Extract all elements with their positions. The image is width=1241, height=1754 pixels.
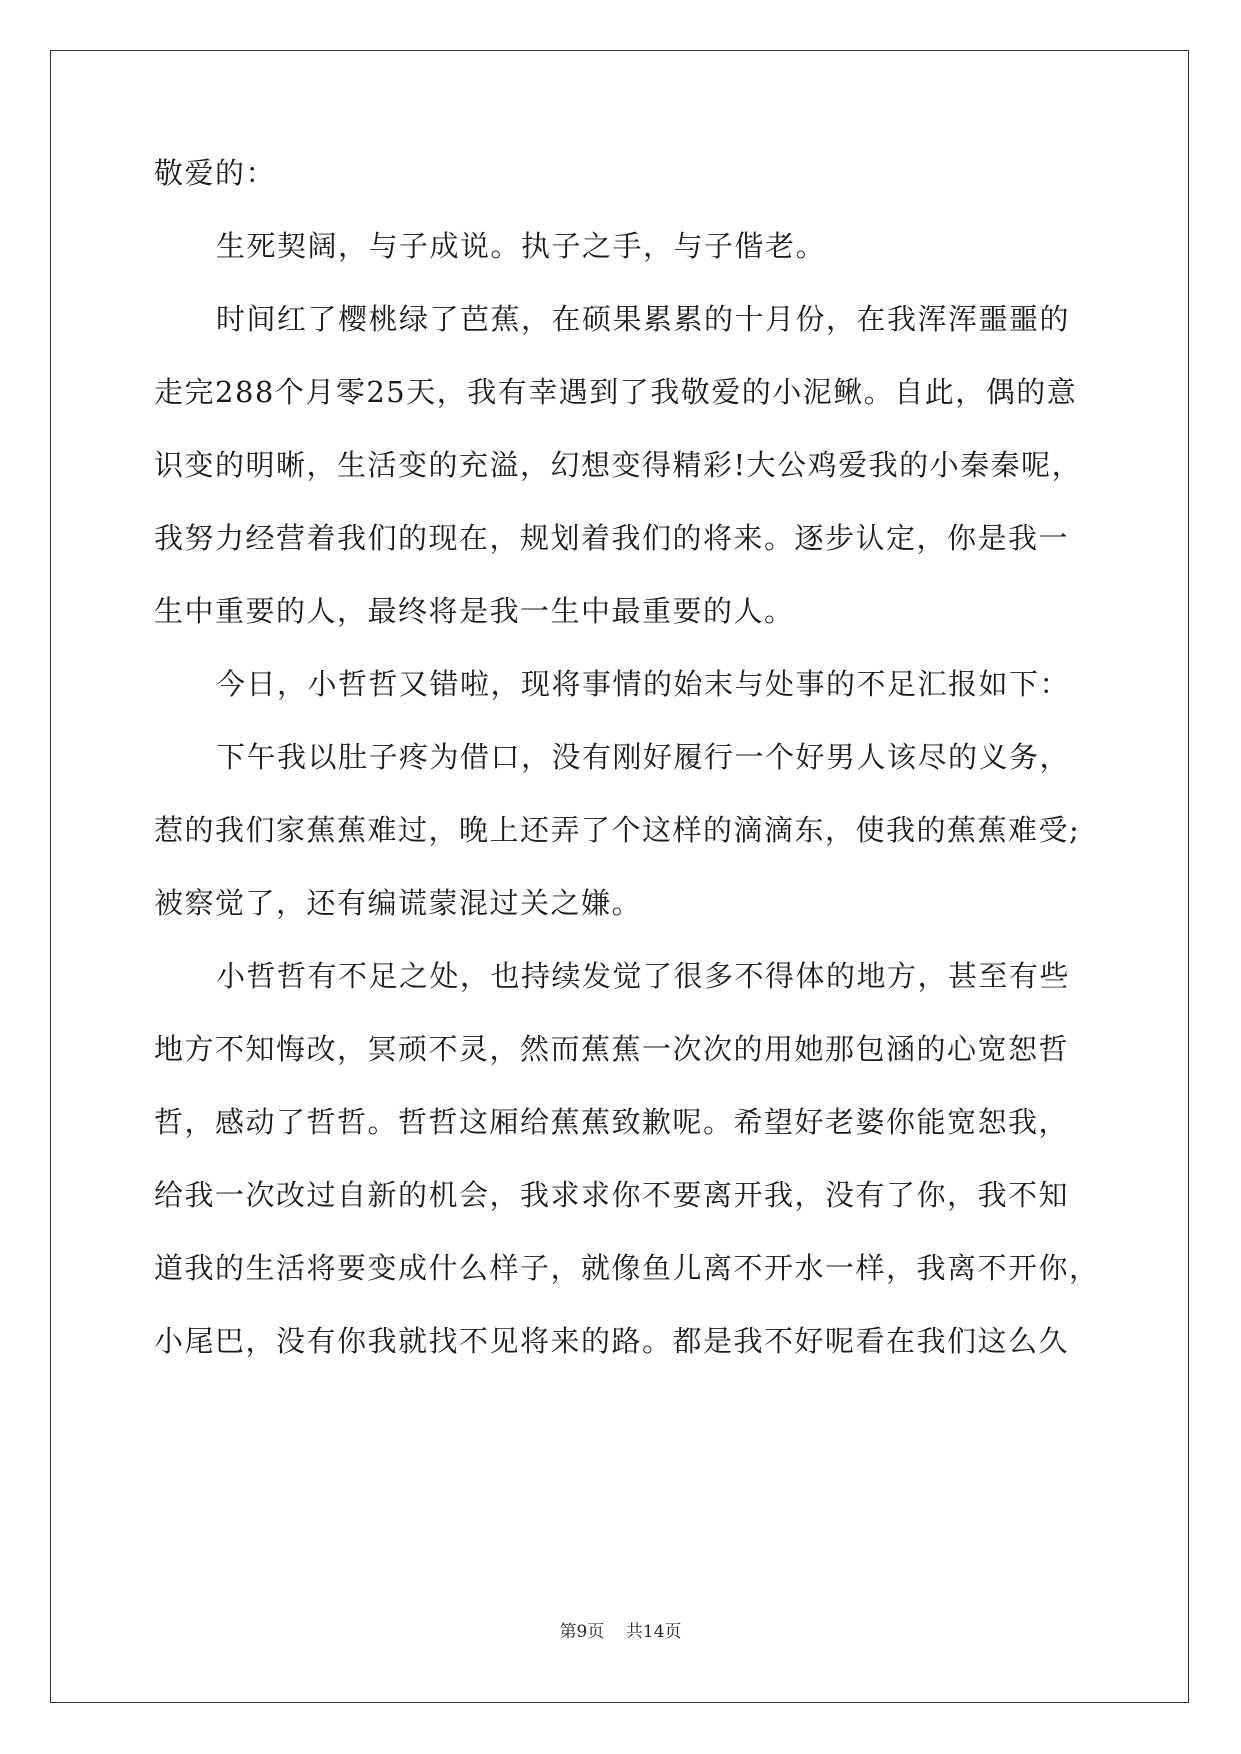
text-line: 今日，小哲哲又错啦，现将事情的始末与处事的不足汇报如下： <box>216 667 1071 701</box>
text-line: 被察觉了，还有编谎蒙混过关之嫌。 <box>154 886 643 920</box>
text-line: 哲，感动了哲哲。哲哲这厢给蕉蕉致歉呢。希望好老婆你能宽恕我， <box>154 1105 1070 1139</box>
text-line: 下午我以肚子疼为借口，没有刚好履行一个好男人该尽的义务， <box>216 740 1071 774</box>
page-border <box>50 50 1189 1703</box>
text-line: 小尾巴，没有你我就找不见将来的路。都是我不好呢看在我们这么久 <box>154 1324 1070 1358</box>
text-line: 我努力经营着我们的现在，规划着我们的将来。逐步认定，你是我一 <box>154 521 1070 555</box>
text-line: 生死契阔，与子成说。执子之手，与子偕老。 <box>216 229 827 263</box>
text-line: 识变的明晰，生活变的充溢，幻想变得精彩!大公鸡爱我的小秦秦呢， <box>154 448 1083 482</box>
text-line: 给我一次改过自新的机会，我求求你不要离开我，没有了你，我不知 <box>154 1178 1070 1212</box>
text-line: 生中重要的人，最终将是我一生中最重要的人。 <box>154 594 795 628</box>
text-line: 地方不知悔改，冥顽不灵，然而蕉蕉一次次的用她那包涵的心宽恕哲 <box>154 1032 1070 1066</box>
page-number: 第9页 <box>559 1622 605 1642</box>
text-line: 道我的生活将要变成什么样子，就像鱼儿离不开水一样，我离不开你， <box>154 1251 1100 1285</box>
text-line: 小哲哲有不足之处，也持续发觉了很多不得体的地方，甚至有些 <box>216 959 1071 993</box>
page-total: 共14页 <box>625 1622 682 1642</box>
text-line: 惹的我们家蕉蕉难过，晚上还弄了个这样的滴滴东，使我的蕉蕉难受; <box>154 813 1081 847</box>
text-line: 走完288个月零25天，我有幸遇到了我敬爱的小泥鳅。自此，偶的意 <box>154 375 1078 409</box>
page-footer <box>0 1620 1241 1644</box>
salutation-line: 敬爱的： <box>154 156 277 190</box>
text-line: 时间红了樱桃绿了芭蕉，在硕果累累的十月份，在我浑浑噩噩的 <box>216 302 1071 336</box>
